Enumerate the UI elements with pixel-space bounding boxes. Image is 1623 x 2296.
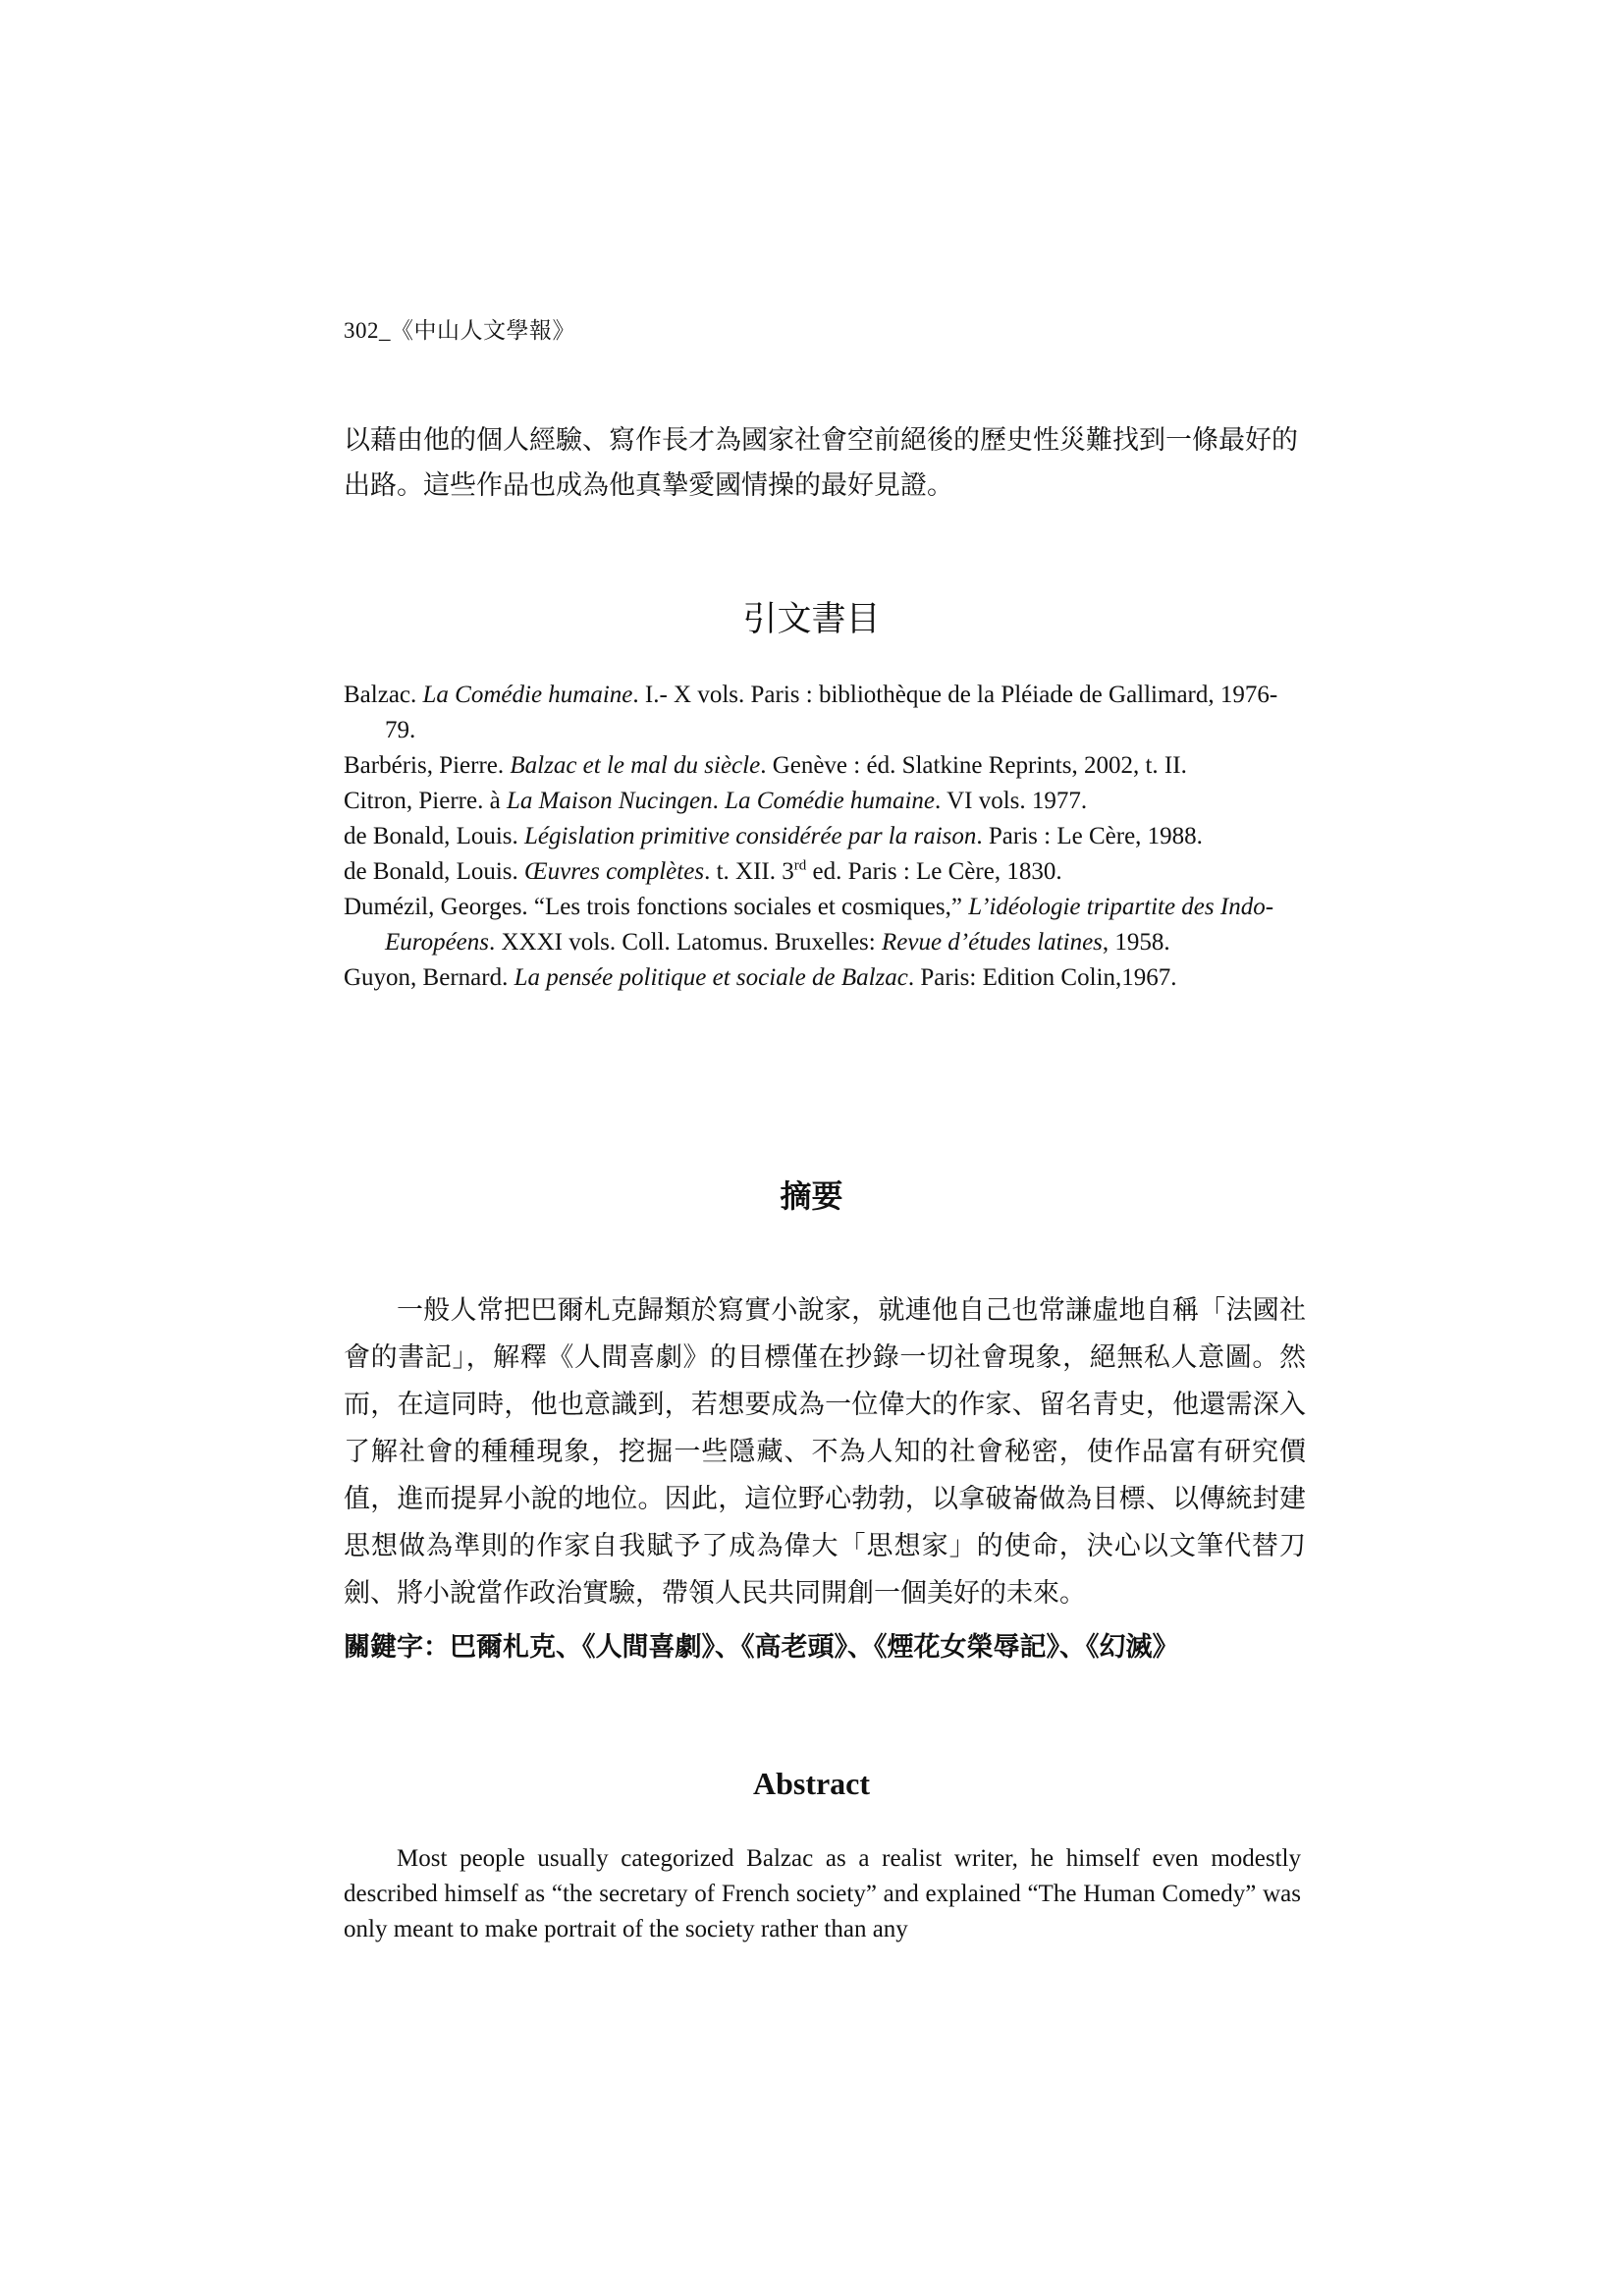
- reference-entry: Balzac. La Comédie humaine. I.- X vols. Paris : bibliothèque de la Pléiade de Gallimard, 1976-79.: [344, 682, 1278, 743]
- reference-list: [344, 678, 1306, 996]
- reference-entry: Citron, Pierre. à La Maison Nucingen. La Comédie humaine. VI vols. 1977.: [344, 788, 1088, 814]
- references-title: 引文書目: [742, 600, 881, 638]
- reference-entry: Barbéris, Pierre. Balzac et le mal du siècle. Genève : éd. Slatkine Reprints, 2002, t. II.: [344, 752, 1187, 779]
- running-head: 302_《中山人文學報》: [344, 318, 575, 343]
- abstract-zh-title: 摘要: [780, 1178, 843, 1214]
- keywords: 關鍵字：巴爾札克、《人間喜劇》、《高老頭》、《煙花女榮辱記》、《幻滅》: [344, 1632, 1179, 1662]
- abstract-en-body: Most people usually categorized Balzac as a realist writer, he himself even modestly described himself as “the secretary of French society” and explained “The Human Comedy” was only meant to make portrait of the society rather than any: [344, 1845, 1301, 1942]
- carryover-paragraph: 以藉由他的個人經驗、寫作長才為國家社會空前絕後的歷史性災難找到一條最好的出路。這些作品也成為他真摯愛國情操的最好見證。: [344, 425, 1298, 500]
- reference-entry: Guyon, Bernard. La pensée politique et sociale de Balzac. Paris: Edition Colin,1967.: [344, 964, 1177, 991]
- reference-entry: de Bonald, Louis. Législation primitive considérée par la raison. Paris : Le Cère, 1988.: [344, 823, 1203, 849]
- abstract-en-title: Abstract: [752, 1766, 871, 1801]
- reference-entry: de Bonald, Louis. Œuvres complètes. t. XII. 3rd ed. Paris : Le Cère, 1830.: [344, 857, 1062, 885]
- abstract-zh-body: 一般人常把巴爾札克歸類於寫實小說家，就連他自己也常謙虛地自稱「法國社會的書記」，解釋《人間喜劇》的目標僅在抄錄一切社會現象，絕無私人意圖。然而，在這同時，他也意識到，若想要成為一位偉大的作家、留名青史，他還需深入了解社會的種種現象，挖掘一些隱藏、不為人知的社會秘密，使作品富有研究價值，進而提昇小說的地位。因此，這位野心勃勃，以拿破崙做為目標、以傳統封建思想做為準則的作家自我賦予了成為偉大「思想家」的使命，決心以文筆代替刀劍、將小說當作政治實驗，帶領人民共同開創一個美好的未來。: [344, 1295, 1306, 1608]
- reference-entry: Dumézil, Georges. “Les trois fonctions sociales et cosmiques,” L’idéologie tripartite des Indo-Européens. XXXI vols. Coll. Latomus. Bruxelles: Revue d’études latines, 1958.: [344, 894, 1274, 956]
